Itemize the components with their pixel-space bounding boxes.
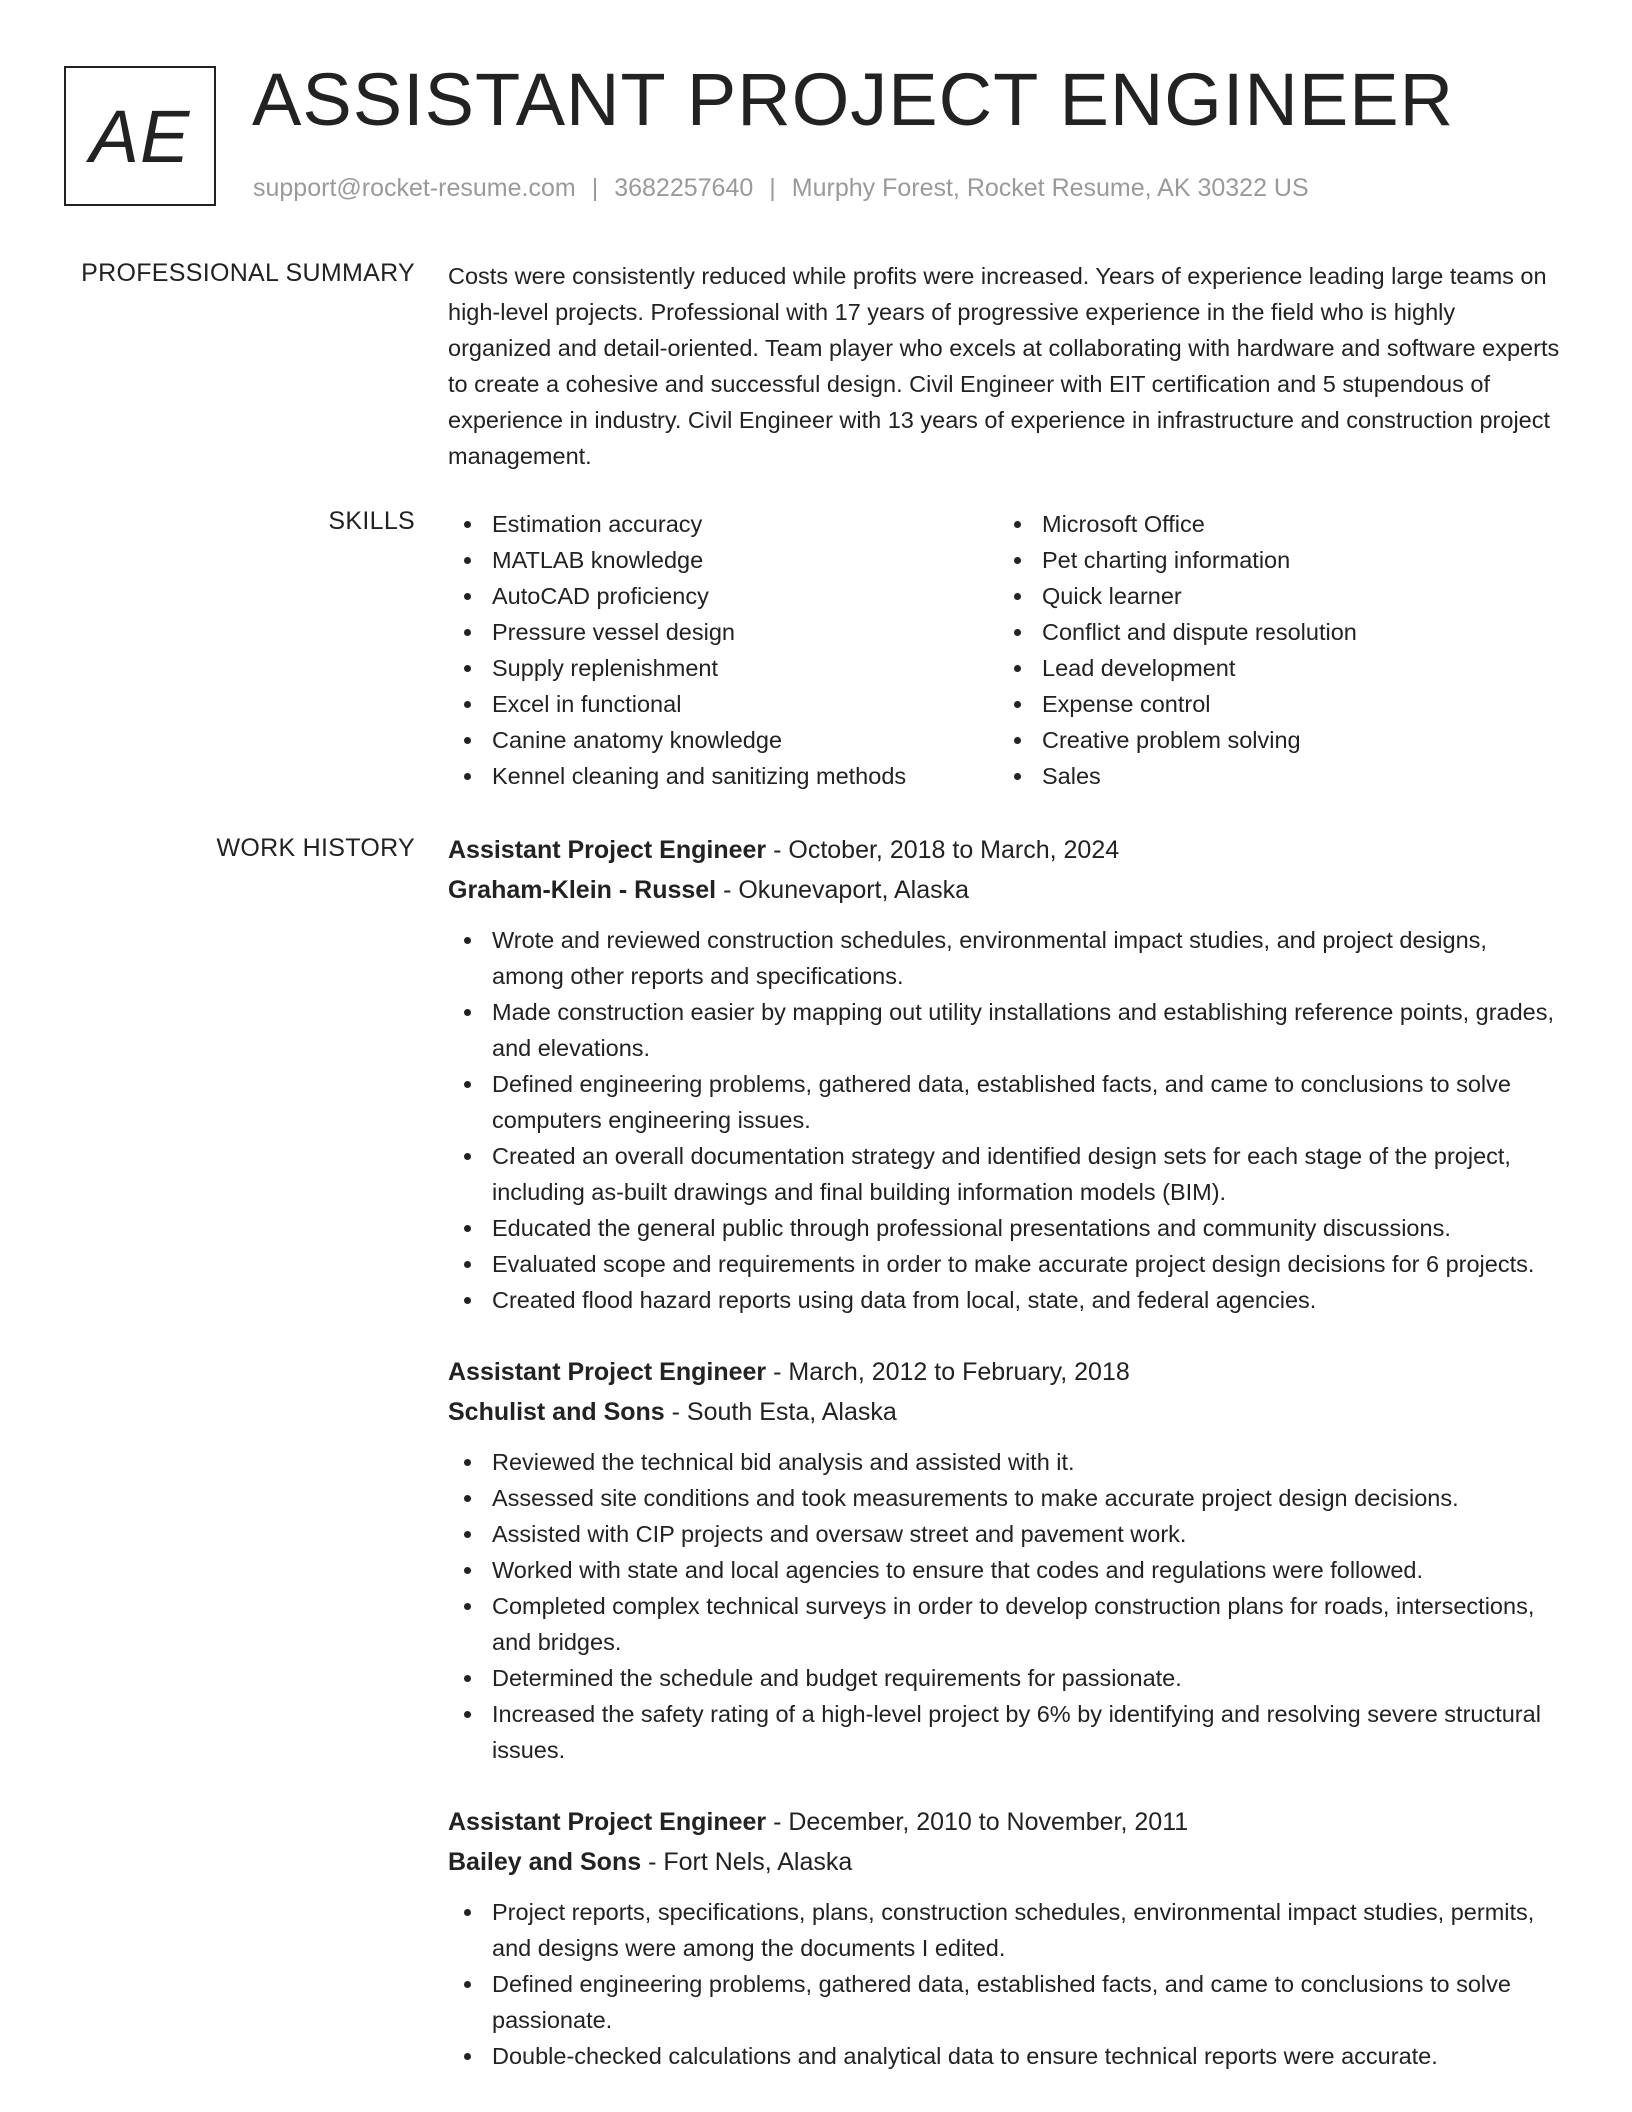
job-bullet: Defined engineering problems, gathered data, established facts, and came to conclusions to solve computers engineering issues. [448, 1066, 1560, 1138]
job-dates: - October, 2018 to March, 2024 [766, 836, 1120, 864]
contact-email: support@rocket-resume.com [253, 174, 576, 202]
skills-body [448, 506, 1560, 794]
job-title: Assistant Project Engineer [448, 1358, 767, 1386]
skill-item: Kennel cleaning and sanitizing methods [448, 758, 998, 794]
contact-separator: | [591, 174, 599, 202]
skills-grid [448, 506, 1560, 794]
job-entry [448, 1352, 1560, 1768]
summary-heading: PROFESSIONAL SUMMARY [81, 259, 415, 287]
job-title-line [448, 1352, 1560, 1392]
job-entry [448, 1802, 1560, 2074]
job-location: - Okunevaport, Alaska [716, 876, 970, 904]
job-company-line [448, 870, 1560, 910]
skill-item: Conflict and dispute resolution [998, 614, 1548, 650]
job-bullet: Evaluated scope and requirements in order to make accurate project design decisions for 6 projects. [448, 1246, 1560, 1282]
skill-item: Supply replenishment [448, 650, 998, 686]
skills-list-left [448, 506, 998, 794]
skills-heading: SKILLS [328, 507, 415, 535]
job-bullet: Created an overall documentation strategy and identified design sets for each stage of the project, including as-built drawings and final building information models (BIM). [448, 1138, 1560, 1210]
contact-phone: 3682257640 [614, 174, 754, 202]
job-bullet: Wrote and reviewed construction schedules, environmental impact studies, and project designs, among other reports and specifications. [448, 922, 1560, 994]
job-bullet: Created flood hazard reports using data from local, state, and federal agencies. [448, 1282, 1560, 1318]
job-bullet: Increased the safety rating of a high-level project by 6% by identifying and resolving severe structural issues. [448, 1696, 1560, 1768]
job-bullet: Assisted with CIP projects and oversaw street and pavement work. [448, 1516, 1560, 1552]
job-bullet: Worked with state and local agencies to ensure that codes and regulations were followed. [448, 1552, 1560, 1588]
skill-item: Canine anatomy knowledge [448, 722, 998, 758]
job-entry [448, 830, 1560, 1318]
job-company: Graham-Klein - Russel [448, 876, 717, 904]
skill-item: Quick learner [998, 578, 1548, 614]
job-title: Assistant Project Engineer [448, 836, 767, 864]
job-location: - Fort Nels, Alaska [641, 1848, 853, 1876]
work-history-heading: WORK HISTORY [216, 834, 415, 862]
skill-item: Estimation accuracy [448, 506, 998, 542]
skill-item: Pressure vessel design [448, 614, 998, 650]
skill-item: Creative problem solving [998, 722, 1548, 758]
monogram-logo: AE [64, 66, 216, 206]
skill-item: Expense control [998, 686, 1548, 722]
work-history-body [448, 830, 1560, 2108]
summary-body [448, 258, 1560, 474]
contact-line [253, 174, 1309, 203]
job-company-line [448, 1842, 1560, 1882]
job-title-line [448, 830, 1560, 870]
skill-item: AutoCAD proficiency [448, 578, 998, 614]
skill-item: Lead development [998, 650, 1548, 686]
job-bullets [448, 1444, 1560, 1768]
job-title: Assistant Project Engineer [448, 1808, 767, 1836]
contact-separator: | [769, 174, 776, 202]
job-bullet: Completed complex technical surveys in order to develop construction plans for roads, intersections, and bridges. [448, 1588, 1560, 1660]
job-bullet: Made construction easier by mapping out utility installations and establishing reference points, grades, and elevations. [448, 994, 1560, 1066]
job-bullet: Project reports, specifications, plans, construction schedules, environmental impact studies, permits, and designs were among the documents I edited. [448, 1894, 1560, 1966]
summary-text: Costs were consistently reduced while profits were increased. Years of experience leading large teams on high-level projects. Professional with 17 years of progressive experience in the field who is highly organized and detail-oriented. Team player who excels at collaborating with hardware and software experts to create a cohesive and successful design. Civil Engineer with EIT certification and 5 stupendous of experience in industry. Civil Engineer with 13 years of experience in infrastructure and construction project management. [448, 263, 1560, 469]
job-dates: - December, 2010 to November, 2011 [766, 1808, 1189, 1836]
job-title-line [448, 1802, 1560, 1842]
contact-address: Murphy Forest, Rocket Resume, AK 30322 US [791, 174, 1309, 202]
skills-list-right [998, 506, 1548, 794]
skill-item: Pet charting information [998, 542, 1548, 578]
job-company: Bailey and Sons [448, 1848, 642, 1876]
skill-item: Microsoft Office [998, 506, 1548, 542]
skill-item: Sales [998, 758, 1548, 794]
job-bullet: Determined the schedule and budget requirements for passionate. [448, 1660, 1560, 1696]
candidate-name: ASSISTANT PROJECT ENGINEER [252, 58, 1455, 141]
skill-item: Excel in functional [448, 686, 998, 722]
job-bullet: Double-checked calculations and analytical data to ensure technical reports were accurate. [448, 2038, 1560, 2074]
skill-item: MATLAB knowledge [448, 542, 998, 578]
job-bullet: Assessed site conditions and took measurements to make accurate project design decisions. [448, 1480, 1560, 1516]
job-bullets [448, 922, 1560, 1318]
job-bullets [448, 1894, 1560, 2074]
job-company: Schulist and Sons [448, 1398, 665, 1426]
job-bullet: Defined engineering problems, gathered data, established facts, and came to conclusions to solve passionate. [448, 1966, 1560, 2038]
job-location: - South Esta, Alaska [664, 1398, 897, 1426]
job-bullet: Educated the general public through professional presentations and community discussions. [448, 1210, 1560, 1246]
job-bullet: Reviewed the technical bid analysis and assisted with it. [448, 1444, 1560, 1480]
job-dates: - March, 2012 to February, 2018 [766, 1358, 1130, 1386]
job-company-line [448, 1392, 1560, 1432]
